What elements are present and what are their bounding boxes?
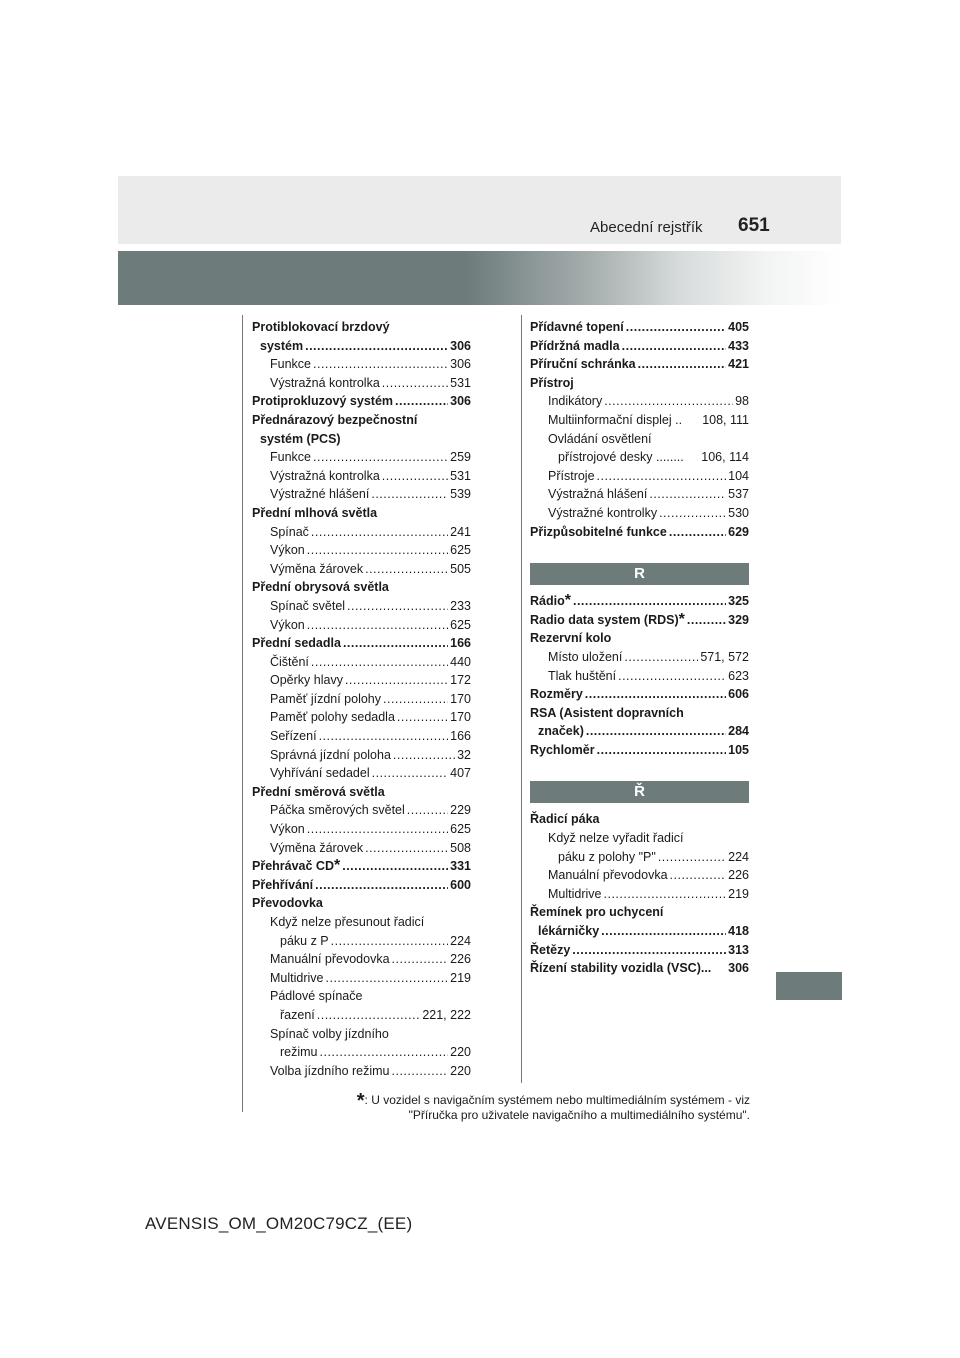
index-entry bbox=[530, 318, 749, 337]
index-entry-page: 325 bbox=[728, 594, 749, 609]
index-entry bbox=[252, 485, 471, 504]
index-entry-page: 405 bbox=[728, 320, 749, 334]
index-entry-page: 433 bbox=[728, 338, 749, 353]
index-group-r bbox=[530, 592, 749, 759]
index-entry-page: 306 bbox=[450, 357, 471, 372]
index-group-p bbox=[530, 318, 749, 541]
index-entry-term: Přídavné topení bbox=[530, 320, 624, 334]
index-entry-page: 407 bbox=[450, 766, 471, 781]
index-entry bbox=[530, 355, 749, 374]
index-entry bbox=[252, 523, 471, 542]
dot-leader bbox=[383, 690, 448, 709]
index-entry-term: Přístroje bbox=[548, 468, 595, 483]
dot-leader bbox=[604, 392, 733, 411]
index-entry-page: 166 bbox=[450, 729, 471, 744]
index-entry-page: 421 bbox=[728, 357, 749, 372]
index-entry-page: 219 bbox=[450, 970, 471, 985]
index-entry bbox=[252, 616, 471, 635]
index-entry-term: Výkon bbox=[270, 617, 305, 632]
index-entry-page: 537 bbox=[728, 487, 749, 502]
index-entry bbox=[252, 746, 471, 765]
index-entry-term: Místo uložení bbox=[548, 649, 623, 664]
dot-leader bbox=[669, 523, 726, 542]
index-entry: Přehrávač CD * ..... 331 bbox=[252, 857, 471, 876]
index-entry bbox=[252, 671, 471, 690]
index-entry-page: 313 bbox=[728, 942, 749, 957]
dot-leader bbox=[345, 671, 448, 690]
index-entry-term: Spínač bbox=[270, 524, 309, 539]
index-entry-page: 629 bbox=[728, 524, 749, 539]
index-entry-term: Správná jízdní poloha bbox=[270, 747, 391, 762]
index-entry-page: 306 bbox=[450, 394, 471, 409]
index-entry-term: Přední sedadla bbox=[252, 636, 341, 651]
index-entry bbox=[252, 950, 471, 969]
index-entry bbox=[530, 392, 749, 411]
index-entry bbox=[252, 392, 471, 411]
footnote-line-1: : U vozidel s navigačním systémem nebo multimediálním systémem - viz bbox=[364, 1093, 750, 1107]
index-entry bbox=[252, 969, 471, 988]
dot-leader bbox=[311, 523, 448, 542]
dot-leader bbox=[604, 885, 727, 904]
index-entry bbox=[252, 801, 471, 820]
index-entry-page: 170 bbox=[450, 691, 471, 706]
left-margin-rule bbox=[242, 315, 243, 1112]
index-entry-page: 306 bbox=[450, 338, 471, 353]
footnote bbox=[300, 1090, 750, 1122]
index-entry-term: Opěrky hlavy bbox=[270, 673, 343, 688]
index-entry-term: řazení bbox=[280, 1007, 315, 1022]
index-entry-term: Výstražné kontrolky bbox=[548, 505, 658, 520]
dot-leader bbox=[307, 616, 448, 635]
dot-leader bbox=[397, 708, 448, 727]
index-entry-page: 508 bbox=[450, 840, 471, 855]
index-entry-term: Rezervní kolo bbox=[530, 631, 612, 646]
dot-leader bbox=[311, 653, 448, 672]
index-entry bbox=[530, 337, 749, 356]
index-entry bbox=[530, 829, 749, 848]
index-entry-term: Manuální převodovka bbox=[548, 868, 668, 883]
index-entry-term: Multidrive bbox=[270, 970, 324, 985]
index-entry bbox=[252, 430, 471, 449]
index-entry-page: 625 bbox=[450, 617, 471, 632]
index-entry bbox=[252, 504, 471, 523]
index-entry bbox=[530, 448, 749, 467]
dot-leader bbox=[365, 560, 448, 579]
index-entry bbox=[530, 722, 749, 741]
index-entry-page: 530 bbox=[728, 505, 749, 520]
page-number: 651 bbox=[738, 215, 770, 236]
dot-leader bbox=[586, 722, 726, 741]
index-group-r-caron bbox=[530, 810, 749, 977]
index-entry-term: Přehrávač CD bbox=[252, 859, 334, 874]
index-entry-term: Přístroj bbox=[530, 375, 574, 390]
chapter-side-tab bbox=[776, 972, 842, 1000]
index-entry bbox=[252, 764, 471, 783]
index-entry-term: Multidrive bbox=[548, 886, 602, 901]
index-entry-term: Řetězy bbox=[530, 942, 571, 957]
index-entry bbox=[252, 1062, 471, 1081]
index-entry bbox=[252, 894, 471, 913]
index-entry-term: přístrojové desky ........ bbox=[558, 450, 684, 465]
footnote-star: * bbox=[356, 1090, 365, 1112]
index-entry-term: Spínač světel bbox=[270, 598, 346, 613]
column-divider-rule bbox=[521, 315, 522, 1083]
index-entry-term: Manuální převodovka bbox=[270, 952, 390, 967]
dot-leader bbox=[622, 337, 727, 356]
index-entry bbox=[530, 922, 749, 941]
decorative-gradient-bar bbox=[118, 251, 841, 305]
dot-leader bbox=[618, 667, 726, 686]
dot-leader bbox=[313, 355, 448, 374]
index-entry-page: 600 bbox=[450, 877, 471, 892]
index-entry-page: 259 bbox=[450, 450, 471, 465]
index-entry-page: 606 bbox=[728, 687, 749, 702]
dot-leader bbox=[307, 820, 448, 839]
index-entry-term: Přední obrysová světla bbox=[252, 580, 389, 595]
index-entry-term: Řadicí páka bbox=[530, 812, 600, 827]
index-entry bbox=[530, 848, 749, 867]
dot-leader bbox=[624, 648, 698, 667]
index-entry-term: Výstražné hlášení bbox=[270, 487, 370, 502]
index-entry-term: Protiprokluzový systém bbox=[252, 394, 394, 409]
index-entry bbox=[252, 727, 471, 746]
index-entry-page: 531 bbox=[450, 375, 471, 390]
index-entry bbox=[530, 885, 749, 904]
index-entry-term: Rozměry bbox=[530, 687, 583, 702]
index-entry-term: Paměť polohy sedadla bbox=[270, 710, 395, 725]
index-entry-term: režimu bbox=[280, 1045, 318, 1060]
index-entry-page: 241 bbox=[450, 524, 471, 539]
index-entry-term: Paměť jízdní polohy bbox=[270, 691, 381, 706]
index-column-left bbox=[252, 318, 471, 1080]
dot-leader bbox=[670, 866, 727, 885]
index-entry-term: Přední směrová světla bbox=[252, 784, 385, 799]
index-entry-term: Příruční schránka bbox=[530, 357, 636, 372]
index-entry: Rádio * ..... 325 bbox=[530, 592, 749, 611]
index-entry bbox=[252, 1025, 471, 1044]
index-entry bbox=[252, 597, 471, 616]
index-entry-page: 226 bbox=[450, 952, 471, 967]
index-entry-page: 106, 114 bbox=[701, 450, 749, 465]
index-entry-term: Přední mlhová světla bbox=[252, 505, 378, 520]
index-entry-term: Páčka směrových světel bbox=[270, 803, 405, 818]
index-entry-term: Řízení stability vozidla (VSC)... bbox=[530, 961, 712, 976]
index-entry-page: 172 bbox=[450, 673, 471, 688]
index-entry-term: Protiblokovací brzdový bbox=[252, 320, 390, 334]
index-entry-page: 166 bbox=[450, 636, 471, 651]
index-entry bbox=[530, 467, 749, 486]
index-entry bbox=[252, 932, 471, 951]
dot-leader bbox=[597, 741, 727, 760]
index-entry-term: Indikátory bbox=[548, 394, 603, 409]
index-entry bbox=[252, 820, 471, 839]
index-entry bbox=[252, 708, 471, 727]
index-entry bbox=[530, 667, 749, 686]
index-entry-term: páku z P bbox=[280, 933, 329, 948]
index-entry-term: Seřízení bbox=[270, 729, 317, 744]
header-band bbox=[118, 176, 841, 244]
index-entry-page: 284 bbox=[728, 724, 749, 739]
dot-leader bbox=[407, 801, 448, 820]
index-entry-page: 224 bbox=[728, 849, 749, 864]
index-entry bbox=[252, 578, 471, 597]
letter-header-r: R bbox=[530, 563, 749, 585]
index-entry-term: RSA (Asistent dopravních bbox=[530, 705, 684, 720]
index-entry bbox=[252, 374, 471, 393]
index-entry bbox=[252, 913, 471, 932]
index-entry-term: systém bbox=[260, 338, 304, 353]
index-entry-term: Funkce bbox=[270, 357, 311, 372]
dot-leader bbox=[371, 485, 448, 504]
index-entry bbox=[530, 374, 749, 393]
index-entry-term: Rychloměr bbox=[530, 742, 595, 757]
index-entry bbox=[252, 355, 471, 374]
dot-leader bbox=[638, 355, 727, 374]
dot-leader bbox=[343, 634, 448, 653]
index-entry-page: 220 bbox=[450, 1063, 471, 1078]
dot-leader bbox=[320, 1043, 449, 1062]
dot-leader bbox=[342, 857, 448, 876]
index-entry-term: Výstražná hlášení bbox=[548, 487, 648, 502]
index-entry-term: Když nelze vyřadit řadicí bbox=[548, 831, 684, 846]
index-entry-page: 571, 572 bbox=[700, 649, 749, 664]
index-entry-term: lékárničky bbox=[538, 924, 600, 939]
index-entry-term: Funkce bbox=[270, 450, 311, 465]
dot-leader bbox=[659, 504, 726, 523]
footnote-line-2: "Příručka pro uživatele navigačního a multimediálního systému". bbox=[408, 1108, 750, 1122]
dot-leader bbox=[317, 1006, 421, 1025]
index-entry bbox=[252, 839, 471, 858]
index-entry bbox=[252, 1043, 471, 1062]
index-entry-term: Přizpůsobitelné funkce bbox=[530, 524, 667, 539]
index-entry-term: Přídržná madla bbox=[530, 338, 620, 353]
index-entry-term: Výstražná kontrolka bbox=[270, 468, 380, 483]
index-entry: Radio data system (RDS) * ..... 329 bbox=[530, 611, 749, 630]
index-entry-term: Ovládání osvětlení bbox=[548, 431, 652, 446]
index-entry bbox=[252, 1006, 471, 1025]
dot-leader bbox=[393, 746, 455, 765]
index-entry-term: Když nelze přesunout řadicí bbox=[270, 915, 425, 929]
index-entry-page: 226 bbox=[728, 868, 749, 883]
dot-leader bbox=[395, 392, 448, 411]
section-title: Abecední rejstřík bbox=[590, 219, 703, 236]
index-entry-page: 539 bbox=[450, 487, 471, 502]
index-entry-page: 221, 222 bbox=[422, 1007, 471, 1022]
index-entry-term: Volba jízdního režimu bbox=[270, 1063, 390, 1078]
index-entry-page: 625 bbox=[450, 543, 471, 558]
index-entry-term: Multiinformační displej .. bbox=[548, 412, 683, 427]
index-entry bbox=[530, 866, 749, 885]
index-entry-page: 104 bbox=[728, 468, 749, 483]
dot-leader bbox=[382, 374, 448, 393]
index-entry bbox=[252, 337, 471, 356]
dot-leader bbox=[307, 541, 448, 560]
dot-leader bbox=[601, 922, 726, 941]
index-entry bbox=[530, 411, 749, 430]
index-entry-page: 625 bbox=[450, 822, 471, 837]
index-entry-page: 229 bbox=[450, 803, 471, 818]
dot-leader bbox=[687, 611, 726, 630]
index-entry-page: 219 bbox=[728, 886, 749, 901]
dot-leader bbox=[382, 467, 448, 486]
index-entry-term: Výměna žárovek bbox=[270, 840, 364, 855]
index-entry-page: 418 bbox=[728, 924, 749, 939]
index-entry bbox=[252, 411, 471, 430]
dot-leader bbox=[313, 448, 448, 467]
dot-leader bbox=[626, 318, 726, 337]
dot-leader bbox=[572, 941, 726, 960]
index-entry-term: Čištění bbox=[270, 654, 309, 669]
index-entry-term: Výkon bbox=[270, 543, 305, 558]
dot-leader bbox=[649, 485, 726, 504]
index-entry bbox=[530, 685, 749, 704]
index-entry-term: Výměna žárovek bbox=[270, 561, 364, 576]
index-entry-term: Radio data system (RDS) bbox=[530, 612, 679, 627]
dot-leader bbox=[331, 932, 449, 951]
index-entry-term: Spínač volby jízdního bbox=[270, 1026, 389, 1041]
index-entry bbox=[530, 485, 749, 504]
dot-leader bbox=[319, 727, 449, 746]
index-entry-page: 440 bbox=[450, 654, 471, 669]
index-entry-page: 108, 111 bbox=[702, 412, 749, 427]
dot-leader bbox=[315, 876, 448, 895]
index-entry-term: páku z polohy "P" bbox=[558, 849, 656, 864]
index-entry-page: 306 bbox=[728, 961, 749, 976]
dot-leader bbox=[658, 848, 726, 867]
index-entry bbox=[530, 523, 749, 542]
model-code: AVENSIS_OM_OM20C79CZ_(EE) bbox=[145, 1214, 413, 1233]
dot-leader bbox=[372, 764, 449, 783]
index-entry bbox=[252, 541, 471, 560]
index-entry-page: 98 bbox=[735, 394, 749, 409]
index-entry bbox=[530, 648, 749, 667]
index-entry bbox=[252, 690, 471, 709]
dot-leader bbox=[347, 597, 448, 616]
index-entry bbox=[530, 810, 749, 829]
dot-leader bbox=[365, 839, 448, 858]
index-entry-page: 531 bbox=[450, 468, 471, 483]
index-entry bbox=[530, 504, 749, 523]
index-entry-term: Tlak huštění bbox=[548, 668, 617, 683]
index-entry bbox=[252, 560, 471, 579]
index-entry bbox=[530, 941, 749, 960]
index-entry-page: 623 bbox=[728, 668, 749, 683]
index-entry-page: 233 bbox=[450, 598, 471, 613]
index-entry bbox=[530, 430, 749, 449]
index-entry bbox=[252, 653, 471, 672]
index-entry-page: 331 bbox=[450, 859, 471, 874]
index-entry bbox=[252, 987, 471, 1006]
dot-leader bbox=[585, 685, 726, 704]
index-entry bbox=[252, 318, 471, 337]
index-entry bbox=[252, 634, 471, 653]
index-entry-page: 220 bbox=[450, 1045, 471, 1060]
index-entry-term: Výkon bbox=[270, 822, 305, 837]
index-entry-term: Řemínek pro uchycení bbox=[530, 905, 664, 920]
index-entry-term: Výstražná kontrolka bbox=[270, 375, 380, 390]
index-entry-term: Přednárazový bezpečnostní bbox=[252, 412, 418, 427]
index-column-right bbox=[530, 318, 749, 978]
index-entry bbox=[530, 704, 749, 723]
dot-leader bbox=[305, 337, 448, 356]
index-entry-page: 32 bbox=[457, 747, 471, 762]
index-entry-term: Pádlové spínače bbox=[270, 989, 363, 1004]
index-entry-page: 170 bbox=[450, 710, 471, 725]
dot-leader bbox=[597, 467, 727, 486]
index-entry-term: Rádio bbox=[530, 594, 565, 609]
index-entry-term: Přehřívání bbox=[252, 877, 314, 892]
dot-leader bbox=[326, 969, 449, 988]
index-entry-term: Vyhřívání sedadel bbox=[270, 766, 370, 781]
index-entry bbox=[530, 959, 749, 978]
dot-leader bbox=[573, 592, 726, 611]
index-entry bbox=[252, 783, 471, 802]
index-entry bbox=[530, 903, 749, 922]
dot-leader bbox=[392, 950, 449, 969]
index-entry bbox=[530, 741, 749, 760]
index-entry bbox=[252, 467, 471, 486]
index-entry bbox=[252, 876, 471, 895]
letter-header-r-caron: Ř bbox=[530, 781, 749, 803]
index-entry-term: systém (PCS) bbox=[260, 431, 341, 446]
index-entry-page: 105 bbox=[728, 742, 749, 757]
index-entry-term: značek) bbox=[538, 724, 584, 739]
index-entry bbox=[530, 629, 749, 648]
index-entry bbox=[252, 448, 471, 467]
index-entry-page: 224 bbox=[450, 933, 471, 948]
index-entry-page: 505 bbox=[450, 561, 471, 576]
index-entry-term: Převodovka bbox=[252, 896, 323, 911]
index-entry-page: 329 bbox=[728, 612, 749, 627]
dot-leader bbox=[392, 1062, 449, 1081]
